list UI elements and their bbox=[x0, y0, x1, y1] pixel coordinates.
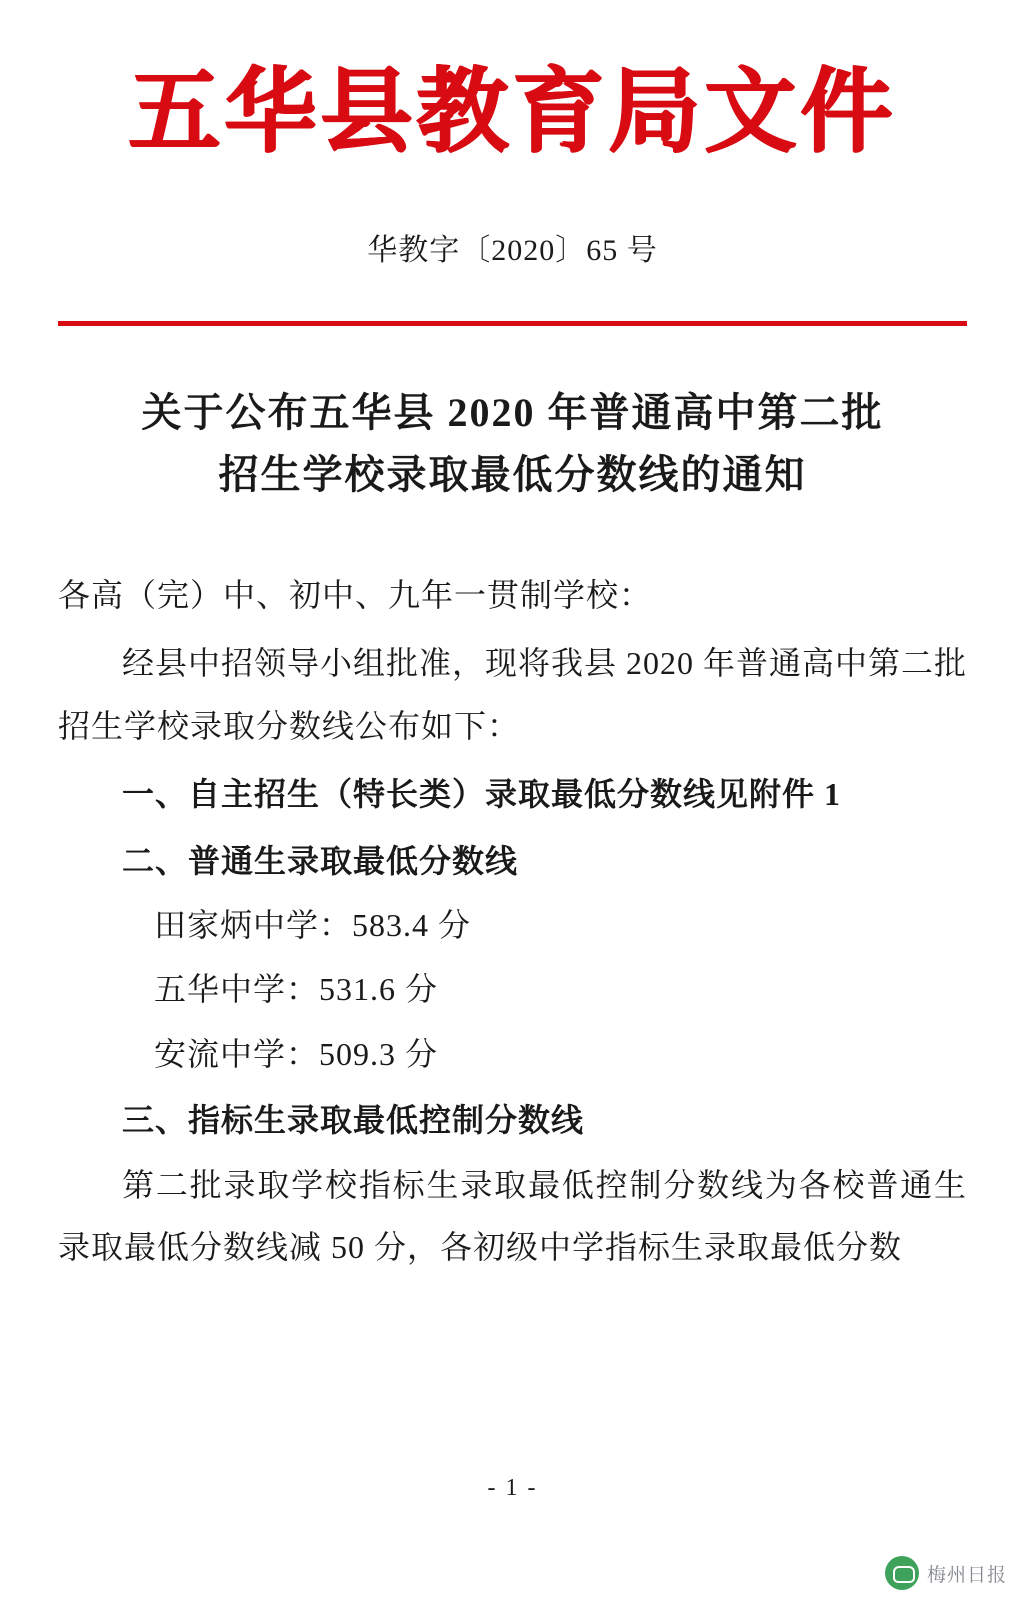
document-body bbox=[58, 564, 967, 1278]
closing-paragraph: 第二批录取学校指标生录取最低控制分数线为各校普通生录取最低分数线减 50 分，各初级中学指标生录取最低分数 bbox=[58, 1166, 967, 1265]
page-title-line-1: 关于公布五华县 2020 年普通高中第二批 bbox=[141, 390, 884, 436]
page-title bbox=[58, 382, 967, 506]
section-heading-1: 一、自主招生（特长类）录取最低分数线见附件 1 bbox=[122, 776, 842, 813]
salutation: 各高（完）中、初中、九年一贯制学校： bbox=[58, 577, 653, 614]
page-number: - 1 - bbox=[487, 1475, 538, 1501]
page-title-line-2: 招生学校录取最低分数线的通知 bbox=[218, 452, 807, 498]
green-circle-logo-icon bbox=[885, 1556, 919, 1590]
score-line-tianjiabing: 田家炳中学：583.4 分 bbox=[154, 906, 472, 943]
red-divider-rule bbox=[58, 321, 967, 326]
masthead bbox=[58, 0, 967, 163]
score-line-anliu: 安流中学：509.3 分 bbox=[154, 1035, 439, 1072]
intro-paragraph: 经县中招领导小组批准，现将我县 2020 年普通高中第二批招生学校录取分数线公布如下： bbox=[58, 645, 968, 744]
section-heading-3: 三、指标生录取最低控制分数线 bbox=[122, 1102, 585, 1139]
watermark-label: 梅州日报 bbox=[926, 1564, 1007, 1586]
masthead-title: 五华县教育局文件 bbox=[128, 57, 897, 165]
section-heading-2: 二、普通生录取最低分数线 bbox=[122, 842, 519, 879]
score-line-wuhua: 五华中学：531.6 分 bbox=[154, 971, 439, 1008]
watermark bbox=[885, 1556, 1007, 1590]
document-number: 华教字〔2020〕65 号 bbox=[367, 234, 658, 268]
